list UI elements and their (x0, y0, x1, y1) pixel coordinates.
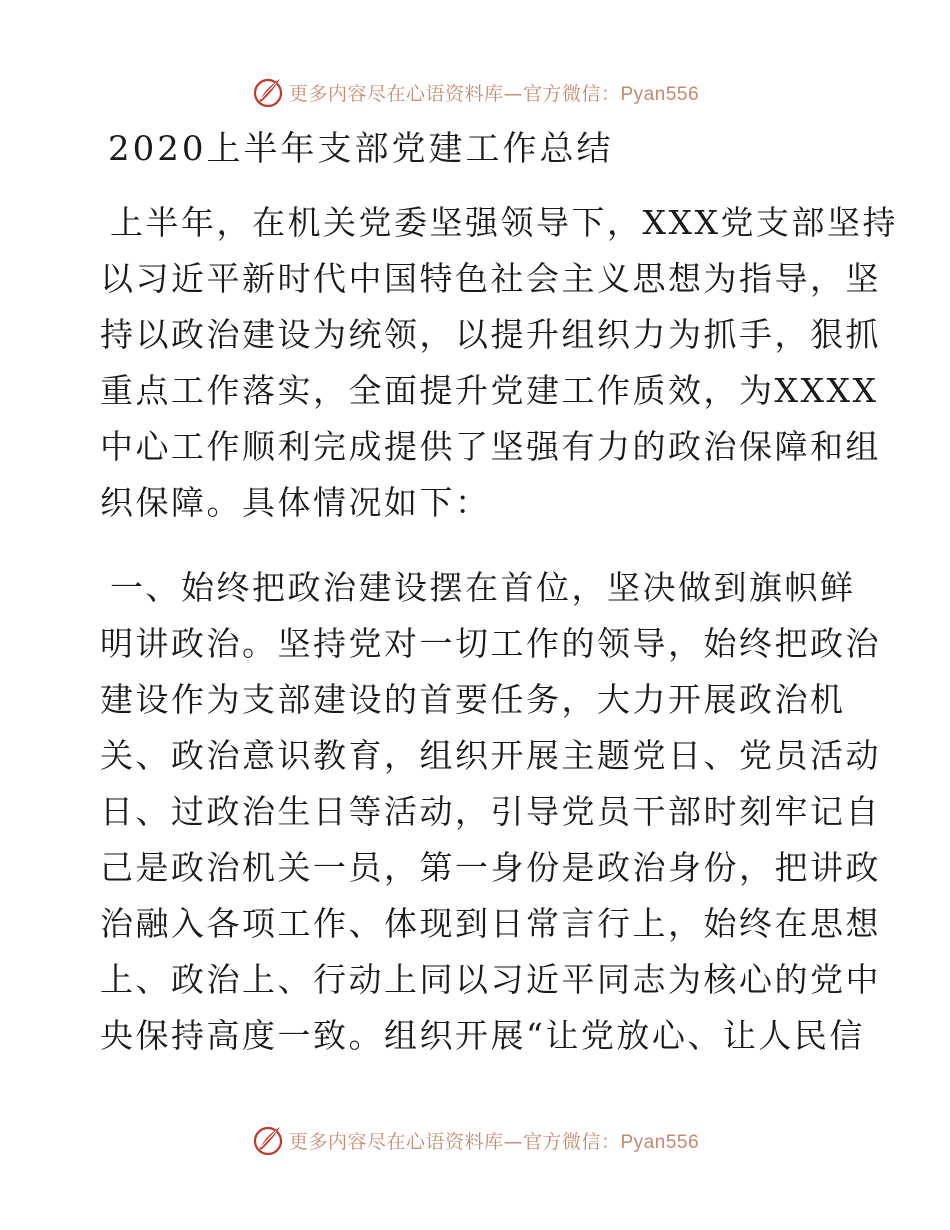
header-watermark (0, 72, 950, 112)
document-title: 2020上半年支部党建工作总结 (108, 129, 614, 169)
paragraph-line: 上、政治上、行动上同以习近平同志为核心的党中 (100, 960, 881, 999)
paragraph-line: 日、过政治生日等活动，引导党员干部时刻牢记自 (100, 792, 881, 831)
paragraph-line: 持以政治建设为统领，以提升组织力为抓手，狠抓 (100, 315, 881, 354)
paragraph-line: 上半年，在机关党委坚强领导下，XXX党支部坚持 (110, 203, 898, 242)
watermark-contact: Pyan556 (620, 1131, 700, 1153)
feather-pen-logo-icon (251, 75, 285, 109)
paragraph-line: 治融入各项工作、体现到日常言行上，始终在思想 (100, 904, 881, 943)
paragraph-line: 明讲政治。坚持党对一切工作的领导，始终把政治 (100, 624, 881, 663)
feather-pen-logo-icon (251, 1123, 285, 1157)
watermark-contact: Pyan556 (620, 83, 700, 105)
paragraph-line: 建设作为支部建设的首要任务，大力开展政治机 (100, 680, 846, 719)
paragraph-line: 央保持高度一致。组织开展“让党放心、让人民信 (100, 1016, 865, 1055)
paragraph-line: 中心工作顺利完成提供了坚强有力的政治保障和组 (100, 427, 881, 466)
watermark-text: 更多内容尽在心语资料库—官方微信： (288, 82, 621, 105)
paragraph-line: 己是政治机关一员，第一身份是政治身份，把讲政 (100, 848, 881, 887)
paragraph-line: 织保障。具体情况如下： (100, 483, 491, 522)
footer-watermark (0, 1120, 950, 1160)
paragraph-intro (100, 195, 898, 531)
paragraph-section-one (100, 560, 881, 1064)
paragraph-line: 重点工作落实，全面提升党建工作质效，为XXXX (100, 371, 879, 410)
paragraph-line: 以习近平新时代中国特色社会主义思想为指导，坚 (100, 259, 881, 298)
paragraph-line: 一、始终把政治建设摆在首位，坚决做到旗帜鲜 (110, 568, 856, 607)
paragraph-line: 关、政治意识教育，组织开展主题党日、党员活动 (100, 736, 881, 775)
watermark-text: 更多内容尽在心语资料库—官方微信： (288, 1130, 621, 1153)
